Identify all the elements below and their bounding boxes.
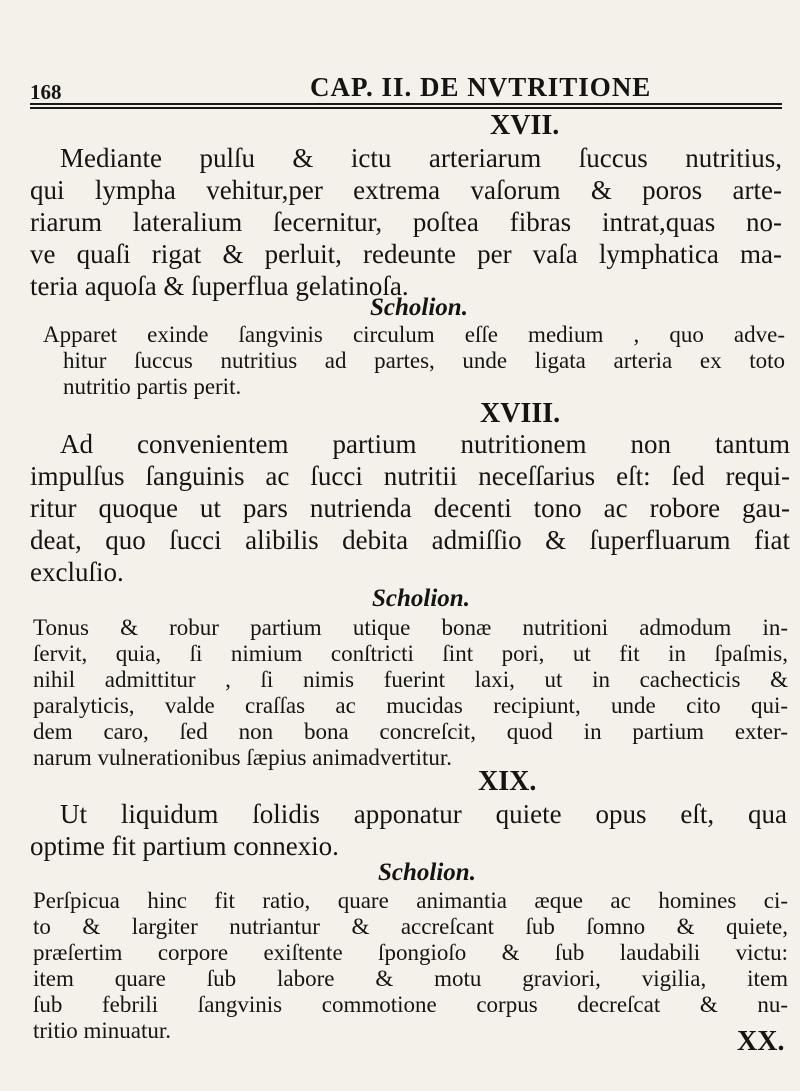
scholion-paragraph xyxy=(43,322,785,400)
catchword: XX. xyxy=(737,1026,785,1057)
section-paragraph xyxy=(30,142,782,302)
section-number: XIX. xyxy=(478,766,537,797)
text-line: nutritio partis perit. xyxy=(63,374,242,399)
text-line: Ut liquidum ſolidis apponatur quiete opus eſt, qua xyxy=(60,799,787,829)
text-line: ritur quoque ut pars nutrienda decenti tono ac robore gau- xyxy=(30,493,790,523)
text-line: paralyticis, valde craſſas ac mucidas recipiunt, unde cito qui- xyxy=(33,693,788,718)
text-line: teria aquoſa & ſuperflua gelatinoſa. xyxy=(30,271,409,301)
section-number: XVII. xyxy=(490,110,560,141)
text-line: narum vulnerationibus ſæpius animadvertitur. xyxy=(33,745,453,770)
text-line: impulſus ſanguinis ac ſucci nutritii neceſſarius eſt: ſed requi- xyxy=(30,461,790,491)
text-line: Tonus & robur partium utique bonæ nutritioni admodum in- xyxy=(33,615,788,640)
scholion-heading: Scholion. xyxy=(378,859,476,886)
text-line: to & largiter nutriantur & accreſcant ſub ſomno & quiete, xyxy=(33,914,788,939)
text-line: qui lympha vehitur,per extrema vaſorum & poros arte- xyxy=(30,175,782,205)
scholion-heading: Scholion. xyxy=(370,294,468,321)
text-line: nihil admittitur , ſi nimis fuerint laxi, ut in cachecticis & xyxy=(33,667,788,692)
text-line: deat, quo ſucci alibilis debita admiſſio & ſuperfluarum fiat xyxy=(30,525,790,555)
scholion-paragraph xyxy=(33,888,788,1044)
header-rule xyxy=(30,103,782,109)
text-line: optime fit partium connexio. xyxy=(30,831,339,861)
text-line: Perſpicua hinc fit ratio, quare animantia æque ac homines ci- xyxy=(33,888,788,913)
page-number: 168 xyxy=(30,80,62,104)
text-line: ſub febrili ſangvinis commotione corpus decreſcat & nu- xyxy=(33,992,788,1017)
text-line: Mediante pulſu & ictu arteriarum ſuccus nutritius, xyxy=(60,143,782,173)
text-line: excluſio. xyxy=(30,557,124,587)
running-head: CAP. II. DE NVTRITIONE xyxy=(310,72,652,102)
text-line: tritio minuatur. xyxy=(33,1018,171,1043)
section-paragraph xyxy=(30,798,787,862)
text-line: item quare ſub labore & motu graviori, vigilia, item xyxy=(33,966,788,991)
text-line: ſervit, quia, ſi nimium conſtricti ſint pori, ut fit in ſpaſmis, xyxy=(33,641,788,666)
scholion-paragraph xyxy=(33,615,788,771)
section-paragraph xyxy=(30,428,790,588)
text-line: Apparet exinde ſangvinis circulum eſſe medium , quo adve- xyxy=(43,322,785,347)
section-number: XVIII. xyxy=(480,398,561,429)
text-line: præſertim corpore exiſtente ſpongioſo & ſub laudabili victu: xyxy=(33,940,788,965)
scholion-heading: Scholion. xyxy=(372,585,470,612)
text-line: Ad convenientem partium nutritionem non tantum xyxy=(60,429,790,459)
text-line: dem caro, ſed non bona concreſcit, quod in partium exter- xyxy=(33,719,788,744)
text-line: riarum lateralium ſecernitur, poſtea fibras intrat,quas no- xyxy=(30,207,782,237)
text-line: hitur ſuccus nutritius ad partes, unde ligata arteria ex toto xyxy=(63,348,785,373)
text-line: ve quaſi rigat & perluit, redeunte per vaſa lymphatica ma- xyxy=(30,239,782,269)
